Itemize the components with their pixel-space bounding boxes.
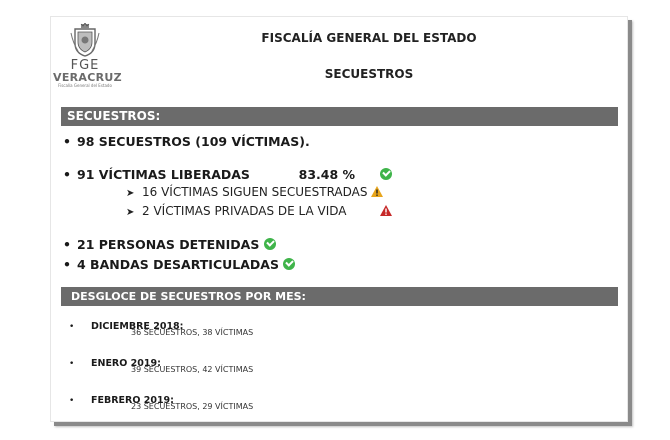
bullet: •	[63, 237, 71, 252]
check-circle-icon	[380, 168, 392, 180]
bullet: •	[69, 322, 75, 332]
bullet: •	[69, 396, 75, 406]
logo-fge: FGE	[70, 58, 100, 73]
detained-text: 21 PERSONAS DETENIDAS	[77, 237, 260, 252]
gangs-item	[63, 257, 295, 272]
bullet: •	[69, 359, 75, 369]
gangs-text: 4 BANDAS DESARTICULADAS	[77, 257, 279, 272]
liberated-text: 91 VÍCTIMAS LIBERADAS	[77, 167, 250, 182]
arrow-bullet-icon: ➤	[126, 188, 135, 199]
danger-triangle-icon	[380, 205, 392, 216]
fge-logo	[53, 23, 122, 103]
still-kidnapped-item	[126, 185, 383, 199]
arrow-bullet-icon: ➤	[126, 207, 135, 218]
killed-text: 2 VÍCTIMAS PRIVADAS DE LA VIDA	[142, 204, 347, 218]
bullet: •	[63, 257, 71, 272]
liberated-item	[63, 167, 392, 182]
month-label: FEBRERO 2019:	[91, 395, 174, 406]
warning-triangle-icon	[371, 186, 383, 197]
coat-of-arms-icon	[70, 23, 100, 57]
check-circle-icon	[283, 258, 295, 270]
month-detail: 39 SECUESTROS, 42 VÍCTIMAS	[131, 365, 254, 374]
month-label: DICIEMBRE 2018:	[91, 321, 184, 332]
section-title-secuestros: SECUESTROS:	[61, 107, 618, 126]
still-kidnapped-text: 16 VÍCTIMAS SIGUEN SECUESTRADAS	[142, 185, 368, 199]
detained-item	[63, 237, 276, 252]
total-item	[63, 134, 310, 149]
killed-item	[126, 204, 392, 218]
month-detail: 36 SECUESTROS, 38 VÍCTIMAS	[131, 328, 254, 337]
bullet: •	[63, 134, 71, 149]
month-label: ENERO 2019:	[91, 358, 161, 369]
slide	[50, 16, 628, 422]
header-subtitle: SECUESTROS	[324, 67, 414, 81]
total-text: 98 SECUESTROS (109 VÍCTIMAS).	[77, 134, 310, 149]
logo-veracruz: VERACRUZ	[53, 71, 122, 84]
logo-subtitle: Fiscalía General del Estado	[58, 83, 112, 88]
check-circle-icon	[264, 238, 276, 250]
header-title: FISCALÍA GENERAL DEL ESTADO	[261, 31, 477, 45]
bullet: •	[63, 167, 71, 182]
liberated-percent: 83.48 %	[298, 167, 356, 182]
section-title-monthly: DESGLOCE DE SECUESTROS POR MES:	[61, 287, 618, 306]
month-detail: 23 SECUESTROS, 29 VÍCTIMAS	[131, 402, 254, 411]
